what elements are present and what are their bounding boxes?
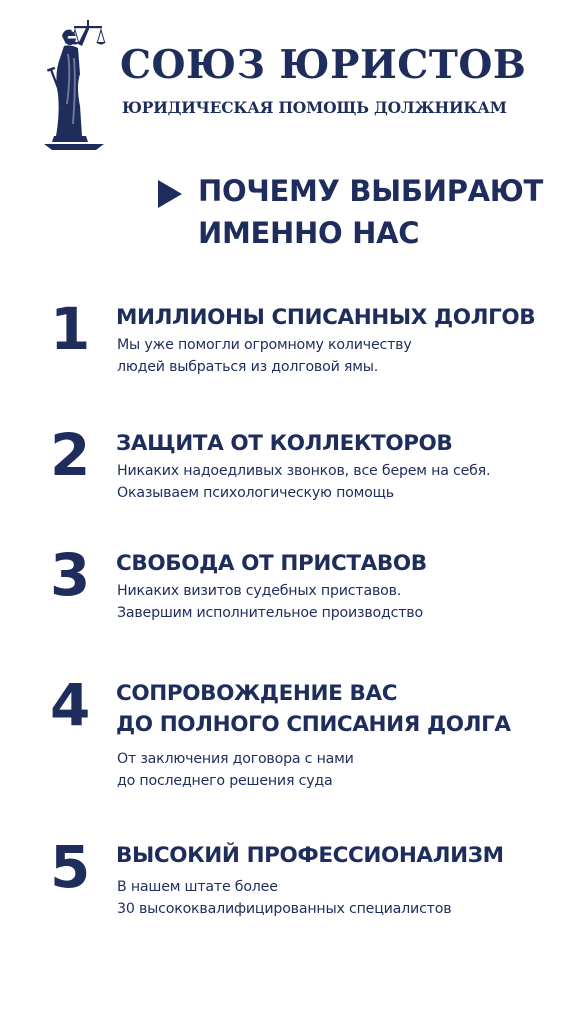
feature-title: СОПРОВОЖДЕНИЕ ВАС ДО ПОЛНОГО СПИСАНИЯ ДОЛГА [116, 681, 511, 737]
feature-title: СВОБОДА ОТ ПРИСТАВОВ [116, 551, 427, 576]
play-arrow-icon [158, 180, 182, 208]
brand-title: СОЮЗ ЮРИСТОВ [120, 42, 527, 88]
feature-description: От заключения договора с нами до последнего решения суда [117, 751, 354, 789]
feature-description: В нашем штате более 30 высококвалифицированных специалистов [117, 879, 452, 917]
feature-title: ЗАЩИТА ОТ КОЛЛЕКТОРОВ [116, 431, 453, 456]
feature-description: Никаких надоедливых звонков, все берем на себя. Оказываем психологическую помощь [117, 463, 491, 501]
feature-description: Мы уже помогли огромному количеству людей выбраться из долговой ямы. [117, 337, 412, 375]
feature-number: 1 [50, 295, 91, 363]
feature-description: Никаких визитов судебных приставов. Завершим исполнительное производство [117, 583, 423, 621]
feature-number: 3 [50, 541, 91, 609]
feature-number: 4 [50, 671, 91, 739]
feature-number: 5 [50, 833, 91, 901]
feature-title: МИЛЛИОНЫ СПИСАННЫХ ДОЛГОВ [116, 305, 536, 330]
lady-justice-icon [42, 14, 106, 154]
brand-subtitle: ЮРИДИЧЕСКАЯ ПОМОЩЬ ДОЛЖНИКАМ [122, 98, 507, 117]
section-heading: ПОЧЕМУ ВЫБИРАЮТ ИМЕННО НАС [198, 174, 544, 250]
feature-title: ВЫСОКИЙ ПРОФЕССИОНАЛИЗМ [116, 843, 504, 868]
feature-number: 2 [50, 421, 91, 489]
